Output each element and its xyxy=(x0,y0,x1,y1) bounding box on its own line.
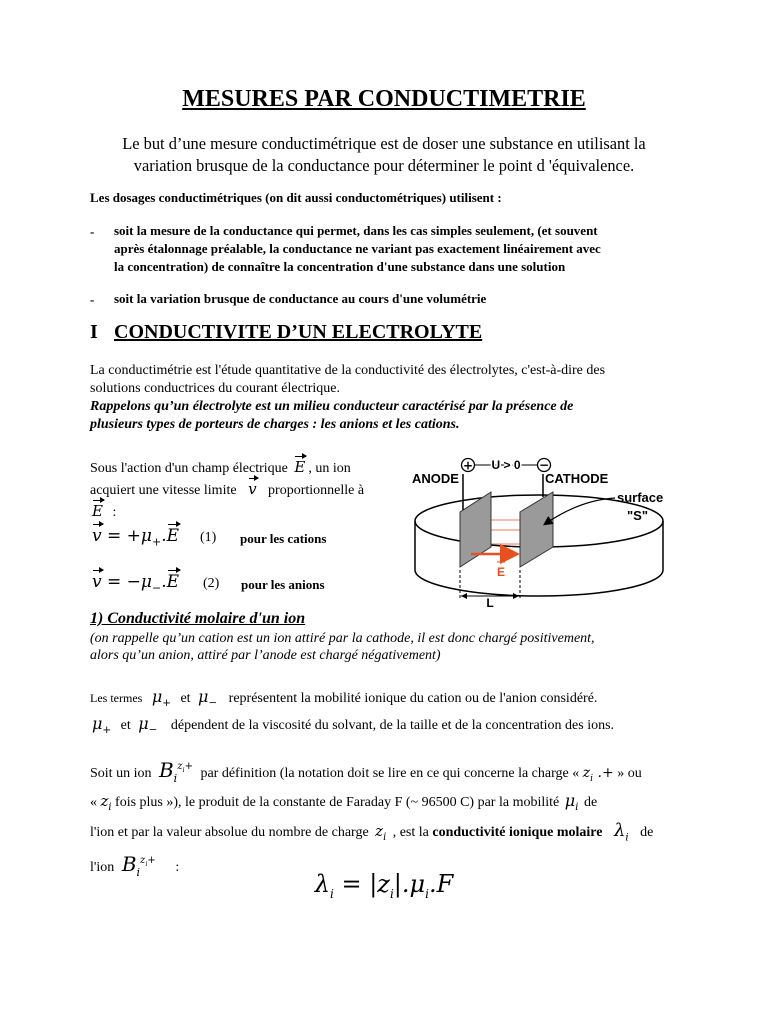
length-label: L xyxy=(486,596,494,610)
equation-label: pour les cations xyxy=(240,531,327,546)
text-span: , est la xyxy=(392,825,429,840)
text-span: et xyxy=(120,718,131,733)
section-heading xyxy=(90,321,482,344)
action-line xyxy=(92,502,116,521)
text-span: Soit un ion xyxy=(90,766,152,781)
bullet-line: soit la mesure de la conductance qui permet, dans les cas simples seulement, (et souvent xyxy=(114,223,598,238)
e-vector-symbol: E xyxy=(294,458,306,476)
bullet-dash: - xyxy=(90,224,95,239)
section-title: CONDUCTIVITE D’UN ELECTROLYTE xyxy=(114,321,483,343)
definition-line: « $z_i$ fois plus »), le produit de la constante de Faraday F (~ 96500 C) par la mobilité $\mu_i$ de xyxy=(90,791,598,814)
text-span: , un ion xyxy=(308,461,351,476)
e-vector-symbol: E xyxy=(92,502,103,520)
voltage-label: U > 0 xyxy=(491,458,521,472)
conductimetry-paragraph xyxy=(90,362,690,434)
bullet-item: soit la variation brusque de conductance au cours d'une volumétrie xyxy=(114,291,487,306)
definition-line: l'ion et par la valeur absolue du nombre de charge $z_i$ , est la conductivité ionique molaire $\lambda_i$ de xyxy=(90,820,654,844)
definition-line: Soit un ion $B_i^{z_i+}$ par définition (la notation doit se lire en ce qui concerne la charge « $z_i$ .+ » ou xyxy=(90,758,642,785)
text-span: proportionnelle à xyxy=(268,483,365,498)
text-span: : xyxy=(175,860,180,875)
v-vector-symbol: v xyxy=(248,480,257,498)
para-line: solutions conductrices du courant électrique. xyxy=(90,381,340,396)
dependency-line: $\mu_+$ et $\mu_-$ dépendent de la viscosité du solvant, de la taille et de la concentration des ions. xyxy=(92,714,615,737)
cell-bottom-rim xyxy=(415,570,663,596)
text-span: » ou xyxy=(617,766,642,781)
minus-sign: − xyxy=(538,458,550,472)
text-span: par définition (la notation doit se lire en ce qui concerne la charge « xyxy=(200,766,580,781)
intro-paragraph xyxy=(60,133,708,177)
bullet-line: la concentration) de connaître la concentration d'une substance dans une solution xyxy=(114,259,566,274)
equation-number: (2) xyxy=(203,576,220,591)
bullet-item xyxy=(114,222,694,276)
definition-line: l'ion $B_i^{z_i+}$ : xyxy=(90,852,180,879)
note-line: (on rappelle qu’un cation est un ion attiré par la cathode, il est donc chargé positivement, xyxy=(90,631,595,646)
text-span: Sous l'action d'un champ électrique xyxy=(90,461,288,476)
anode-label: ANODE xyxy=(412,471,459,486)
subsection-note xyxy=(90,630,690,664)
bold-term: conductivité ionique molaire xyxy=(432,825,603,840)
dosages-heading: Les dosages conductimétriques (on dit aussi conductométriques) utilisent : xyxy=(90,190,502,205)
para-line-emphasis: Rappelons qu’un électrolyte est un milieu conducteur caractérisé par la présence de xyxy=(90,399,574,414)
text-span: l'ion et par la valeur absolue du nombre de charge xyxy=(90,825,369,840)
equation-label: pour les anions xyxy=(241,577,325,592)
page-title: MESURES PAR CONDUCTIMETRIE xyxy=(182,86,586,112)
text-span: : xyxy=(112,505,117,520)
electrolysis-cell-diagram xyxy=(405,452,695,614)
text-span: dépendent de la viscosité du solvant, de la taille et de la concentration des ions. xyxy=(170,718,615,733)
text-span: Les termes xyxy=(90,691,143,705)
text-span: et xyxy=(180,691,191,706)
text-span: représentent la mobilité ionique du cation ou de l'anion considéré. xyxy=(228,691,598,706)
para-line: La conductimétrie est l'étude quantitative de la conductivité des électrolytes, c'est-à-dire des xyxy=(90,363,606,378)
equation-anions: $v = -\mu_-.E$ xyxy=(92,572,180,595)
surface-label: surface xyxy=(617,490,664,505)
intro-line: variation brusque de la conductance pour déterminer le point d 'équivalence. xyxy=(133,156,635,175)
text-span: acquiert une vitesse limite xyxy=(90,483,237,498)
bullet-line: après étalonnage préalable, la conductance ne variant pas exactement linéairement avec xyxy=(114,241,601,256)
text-span: de xyxy=(583,795,598,810)
final-equation: $\lambda_i = |z_i|.\mu_i.F$ xyxy=(314,870,454,901)
text-span: de xyxy=(640,825,654,840)
text-span: fois plus »), le produit de la constante de Faraday F (~ 96500 C) par la mobilité xyxy=(115,795,560,810)
anode-plate xyxy=(460,492,491,567)
para-line-emphasis: plusieurs types de porteurs de charges : les anions et les cations. xyxy=(90,417,460,432)
cathode-plate xyxy=(520,492,553,567)
cathode-label: CATHODE xyxy=(545,471,609,486)
equation-cations: $v = +\mu_+.E$ xyxy=(92,526,180,549)
action-line xyxy=(90,458,351,477)
text-span: « xyxy=(90,795,97,810)
field-label: E xyxy=(496,565,506,579)
text-span: l'ion xyxy=(90,860,115,875)
surface-s-label: "S" xyxy=(627,508,648,523)
section-number: I xyxy=(90,321,98,343)
mobility-line: Les termes $\mu_+$ et $\mu_-$ représentent la mobilité ionique du cation ou de l'anion considéré. xyxy=(90,687,598,710)
note-line: alors qu’un anion, attiré par l’anode est chargé négativement) xyxy=(90,648,441,663)
plus-sign: + xyxy=(462,458,474,473)
intro-line: Le but d’une mesure conductimétrique est de doser une substance en utilisant la xyxy=(122,134,646,153)
equation-number: (1) xyxy=(200,530,217,545)
subsection-title: 1) Conductivité molaire d'un ion xyxy=(90,610,306,627)
action-line xyxy=(90,480,364,499)
bullet-dash: - xyxy=(90,292,95,307)
